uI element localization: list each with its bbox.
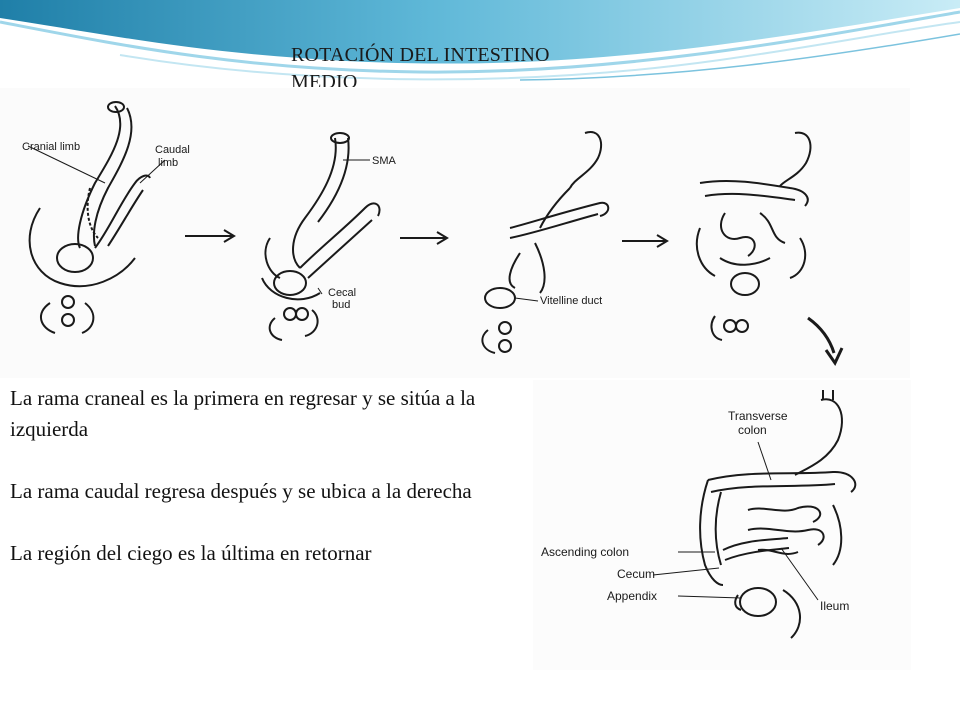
stage-1-drawing [28, 102, 165, 333]
label-vitelline-duct: Vitelline duct [540, 295, 603, 307]
label-cecum: Cecum [617, 567, 656, 581]
explanation-text-block [10, 383, 510, 600]
label-ileum: Ileum [820, 599, 850, 613]
label-transverse-colon-1: Transverse [728, 409, 788, 423]
label-sma: SMA [372, 155, 396, 167]
arrow-down-right [808, 318, 842, 363]
paragraph-cranial: La rama craneal es la primera en regresar y se sitúa a la izquierda [10, 386, 476, 441]
stage-3-drawing [482, 132, 608, 353]
paragraph-caudal: La rama caudal regresa después y se ubica a la derecha [10, 479, 472, 503]
label-cranial-limb: Cranial limb [22, 141, 81, 153]
paragraph-cecum: La región del ciego es la última en retornar [10, 541, 372, 565]
final-stage-labels [533, 380, 911, 670]
label-caudal-limb-2: limb [158, 157, 179, 169]
midgut-rotation-stages-figure [0, 88, 910, 378]
slide-title: ROTACIÓN DEL INTESTINO MEDIO [291, 44, 550, 87]
arrow-right-3 [622, 235, 667, 247]
label-transverse-colon-2: colon [738, 423, 767, 437]
label-appendix: Appendix [607, 589, 658, 603]
arrow-right-2 [400, 232, 447, 244]
stage-2-drawing [262, 133, 380, 340]
label-caudal-limb-1: Caudal [155, 144, 190, 156]
arrow-right-1 [185, 230, 234, 242]
stage-4-drawing [697, 133, 811, 340]
label-ascending-colon: Ascending colon [541, 545, 630, 559]
label-cecal-bud-1: Cecal [328, 287, 357, 299]
label-cecal-bud-2: bud [332, 299, 351, 311]
